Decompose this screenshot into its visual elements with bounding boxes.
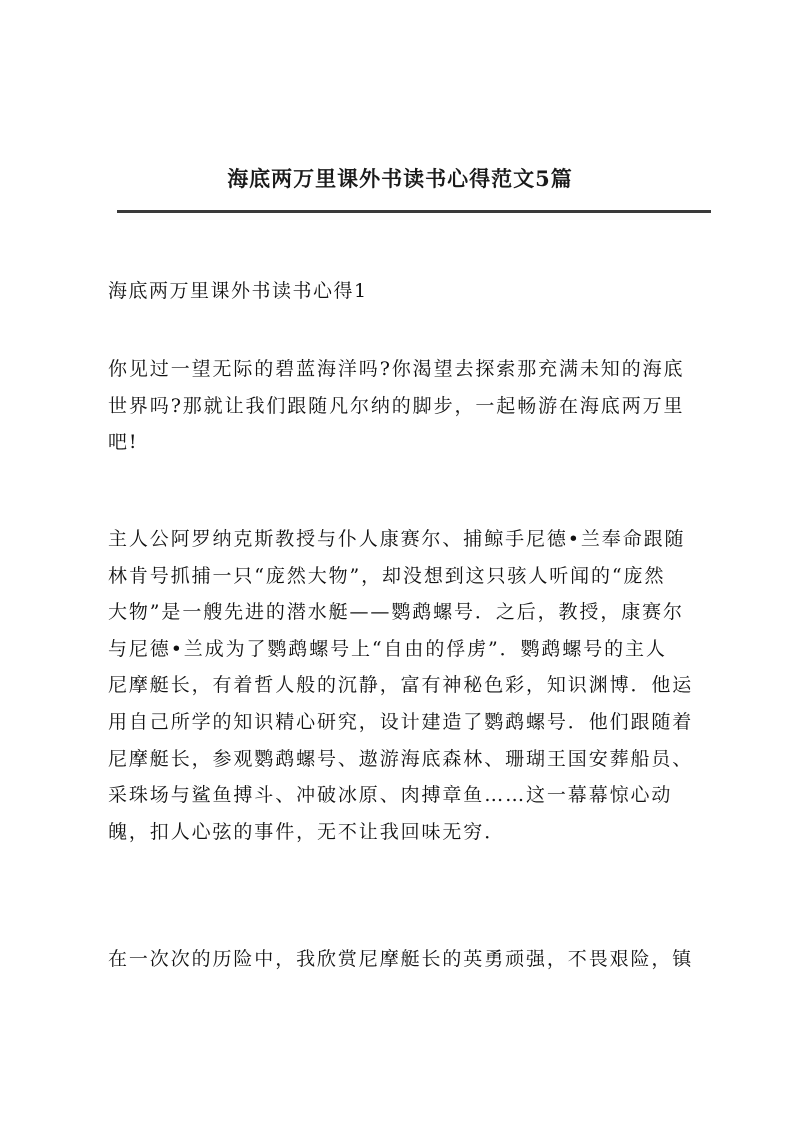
section-heading: 海底两万里课外书读书心得1 (108, 280, 368, 302)
paragraph-line: 与尼德•兰成为了鹦鹉螺号上“自由的俘虏”．鹦鹉螺号的主人 (108, 637, 667, 660)
paragraph-2 (108, 521, 708, 850)
paragraph-line: 世界吗?那就让我们跟随凡尔纳的脚步，一起畅游在海底两万里 (108, 394, 685, 417)
paragraph-line: 在一次次的历险中，我欣赏尼摩艇长的英勇顽强，不畏艰险，镇 (108, 948, 694, 970)
paragraph-line: 大物”是一艘先进的潜水艇——鹦鹉螺号．之后，教授，康赛尔 (108, 601, 684, 624)
paragraph-line: 魄，扣人心弦的事件，无不让我回味无穷． (108, 820, 506, 843)
paragraph-line: 林肯号抓捕一只“庞然大物”，却没想到这只骇人听闻的“庞然 (108, 564, 666, 587)
paragraph-line: 尼摩艇长，参观鹦鹉螺号、遨游海底森林、珊瑚王国安葬船员、 (108, 747, 694, 770)
document-title: 海底两万里课外书读书心得范文5篇 (227, 166, 573, 191)
paragraph-1 (108, 351, 708, 461)
paragraph-line: 采珠场与鲨鱼搏斗、冲破冰原、肉搏章鱼……这一幕幕惊心动 (108, 784, 673, 807)
paragraph-line: 尼摩艇长，有着哲人般的沉静，富有神秘色彩，知识渊博．他运 (108, 674, 694, 697)
paragraph-line: 你见过一望无际的碧蓝海洋吗?你渴望去探索那充满未知的海底 (108, 358, 685, 380)
paragraph-line: 用自己所学的知识精心研究，设计建造了鹦鹉螺号．他们跟随着 (108, 710, 694, 733)
paragraph-line: 主人公阿罗纳克斯教授与仆人康赛尔、捕鲸手尼德•兰奉命跟随 (108, 528, 686, 550)
title-underline-rule (117, 210, 711, 213)
paragraph-line: 吧! (108, 431, 139, 454)
paragraph-3 (108, 941, 708, 978)
